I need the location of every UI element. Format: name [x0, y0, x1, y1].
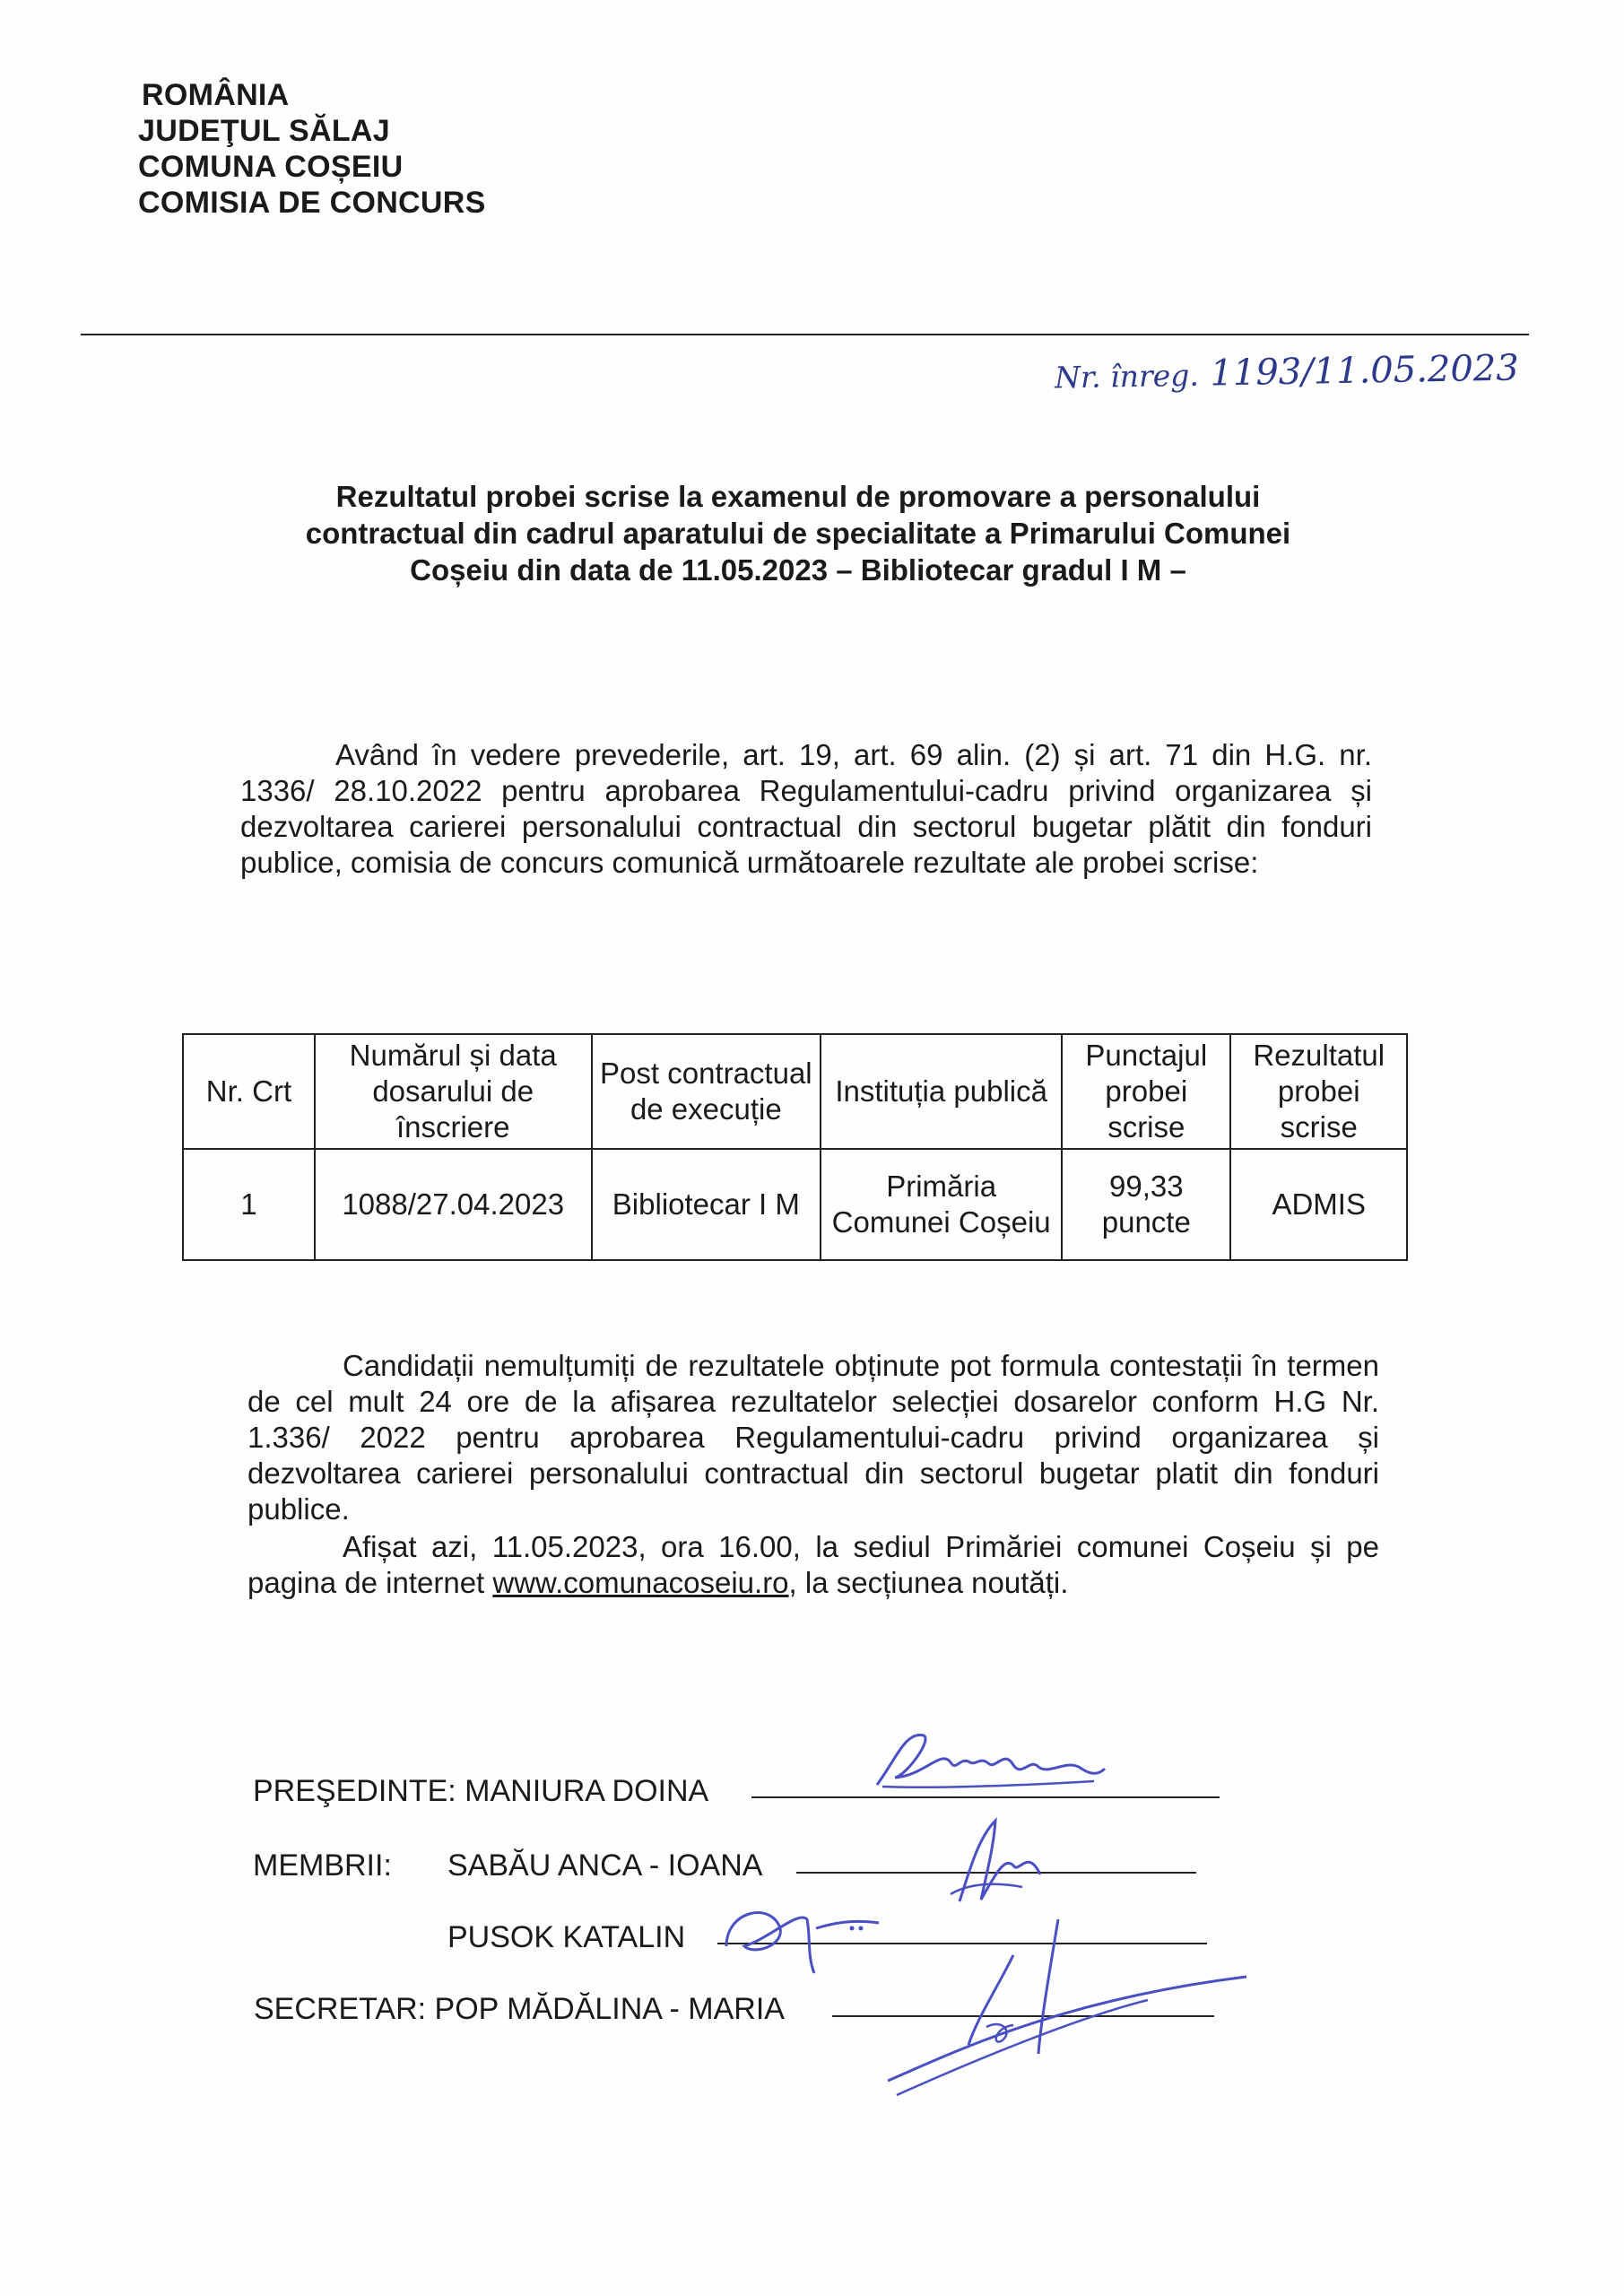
title-line: Coșeiu din data de 11.05.2023 – Bibliotecar gradul I M –	[410, 553, 1186, 587]
table-row	[183, 1149, 1407, 1260]
members-label: MEMBRII:	[253, 1848, 392, 1883]
cell-position: Bibliotecar I M	[592, 1149, 821, 1260]
registration-number	[1055, 347, 1519, 396]
column-header: Rezultatul probei scrise	[1230, 1034, 1407, 1149]
registration-label: Nr. înreg.	[1054, 357, 1200, 396]
president-signature	[870, 1722, 1112, 1803]
results-table	[182, 1033, 1408, 1261]
member-two-name: PUSOK KATALIN	[447, 1920, 686, 1954]
secretary-name: SECRETAR: POP MĂDĂLINA - MARIA	[254, 1992, 785, 2026]
header-commune: COMUNA COȘEIU	[138, 150, 404, 184]
header-divider	[81, 334, 1529, 335]
president-line	[253, 1773, 708, 1809]
column-header: Numărul și data dosarului de înscriere	[315, 1034, 592, 1149]
title-line: contractual din cadrul aparatului de specialitate a Primarului Comunei	[305, 517, 1291, 550]
cell-index: 1	[183, 1149, 315, 1260]
document-title	[224, 478, 1372, 588]
header-county: JUDEŢUL SĂLAJ	[138, 114, 390, 148]
cell-institution: Primăria Comunei Coșeiu	[821, 1149, 1062, 1260]
institution-header	[138, 77, 486, 221]
column-header: Nr. Crt	[183, 1034, 315, 1149]
appeal-note: Candidații nemulțumiți de rezultatele obținute pot formula contestații în termen de cel mult 24 ore de la afișarea rezultatelor selecției dosarelor conform H.G Nr. 1.336/ 2022 pentru aprobarea Regulamentului-cadru privind organizarea și dezvoltarea carierei personalului contractual din sectorul bugetar platit din fonduri publice.	[248, 1349, 1379, 1526]
title-line: Rezultatul probei scrise la examenul de promovare a personalului	[335, 480, 1261, 513]
cell-result: ADMIS	[1230, 1149, 1407, 1260]
posting-note	[248, 1529, 1379, 1601]
posting-text-end: , la secțiunea noutăți.	[788, 1566, 1069, 1599]
column-header: Instituția publică	[821, 1034, 1062, 1149]
member-one-name: SABĂU ANCA - IOANA	[447, 1848, 763, 1883]
website-link[interactable]: www.comunacoseiu.ro	[492, 1566, 789, 1599]
table-header-row	[183, 1034, 1407, 1149]
header-commission: COMISIA DE CONCURS	[138, 186, 486, 220]
member-two-signature	[717, 1892, 897, 1982]
column-header: Punctajul probei scrise	[1062, 1034, 1230, 1149]
intro-paragraph: Având în vedere prevederile, art. 19, art. 69 alin. (2) și art. 71 din H.G. nr. 1336/ 28.10.2022 pentru aprobarea Regulamentului-cadru privind organizarea și dezvoltarea carierei personalului contractual din sectorul bugetar plătit din fonduri publice, comisia de concurs comunică următoarele rezultate ale probei scrise:	[240, 738, 1372, 879]
header-country: ROMÂNIA	[142, 78, 290, 112]
column-header: Post contractual de execuție	[592, 1034, 821, 1149]
member-one-signature	[942, 1812, 1058, 1910]
secretary-signature	[879, 1919, 1255, 2099]
registration-value: 1193/11.05.2023	[1210, 347, 1520, 395]
posting-text: Afișat azi, 11.05.2023, ora 16.00, la sediul Primăriei comunei Coșeiu și pe pagina de internet	[248, 1530, 1379, 1599]
cell-score: 99,33 puncte	[1062, 1149, 1230, 1260]
cell-file-number: 1088/27.04.2023	[315, 1149, 592, 1260]
president-name: PREŞEDINTE: MANIURA DOINA	[253, 1774, 709, 1808]
